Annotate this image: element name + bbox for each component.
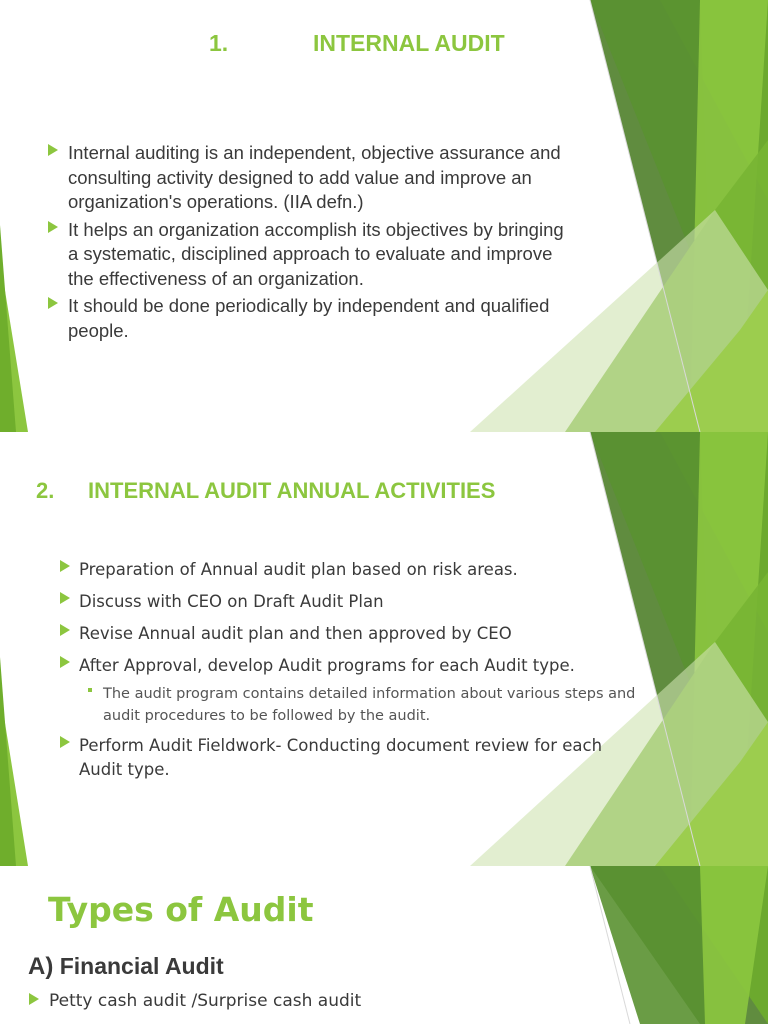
bullet-text: It should be done periodically by independent and qualified people. (68, 295, 550, 341)
slide-title: Types of Audit (48, 890, 314, 929)
section-title: INTERNAL AUDIT (313, 30, 505, 56)
section-title: INTERNAL AUDIT ANNUAL ACTIVITIES (88, 478, 496, 503)
bullet-text: Preparation of Annual audit plan based on risk areas. (79, 560, 518, 579)
list-item (49, 988, 549, 1014)
list-item (79, 590, 639, 614)
bullet-arrow-icon (60, 624, 70, 636)
internal-audit-bullet-list (68, 141, 568, 346)
list-item (79, 622, 639, 646)
financial-audit-bullet-list (49, 988, 549, 1014)
bullet-text: Internal auditing is an independent, objective assurance and consulting activity designed to add value and improve an organization's operations. (IIA defn.) (68, 142, 561, 212)
bullet-arrow-icon (29, 993, 39, 1005)
section-letter: A) (28, 953, 54, 980)
bullet-text: It helps an organization accomplish its objectives by bringing a systematic, disciplined approach to evaluate and improve the effectiveness of an organization. (68, 218, 564, 289)
list-item (68, 294, 568, 343)
section-number: 2. (36, 478, 55, 503)
bullet-arrow-icon (48, 297, 58, 309)
square-bullet-icon (88, 688, 92, 692)
list-item (68, 141, 568, 215)
sub-bullet-text: The audit program contains detailed information about various steps and audit procedures to be followed by the audit. (103, 686, 636, 724)
section-heading-text: Financial Audit (59, 953, 224, 979)
bullet-text: Petty cash audit /Surprise cash audit (49, 991, 362, 1011)
section-heading (28, 953, 224, 981)
bullet-arrow-icon (60, 560, 70, 572)
bullet-text: Discuss with CEO on Draft Audit Plan (79, 592, 384, 611)
bullet-text: Revise Annual audit plan and then approved by CEO (79, 624, 512, 643)
annual-activities-bullet-list (79, 558, 639, 790)
section-number: 1. (209, 30, 229, 56)
bullet-arrow-icon (48, 144, 58, 156)
bullet-arrow-icon (60, 656, 70, 668)
bullet-arrow-icon (60, 736, 70, 748)
bullet-arrow-icon (48, 221, 58, 233)
list-item (68, 218, 568, 292)
sub-list-item (103, 683, 639, 727)
list-item (79, 734, 639, 782)
bullet-text: Perform Audit Fieldwork- Conducting document review for each Audit type. (79, 736, 603, 779)
list-item (79, 558, 639, 582)
bullet-text: After Approval, develop Audit programs for each Audit type. (79, 656, 575, 675)
list-item (79, 654, 639, 678)
bullet-arrow-icon (60, 592, 70, 604)
